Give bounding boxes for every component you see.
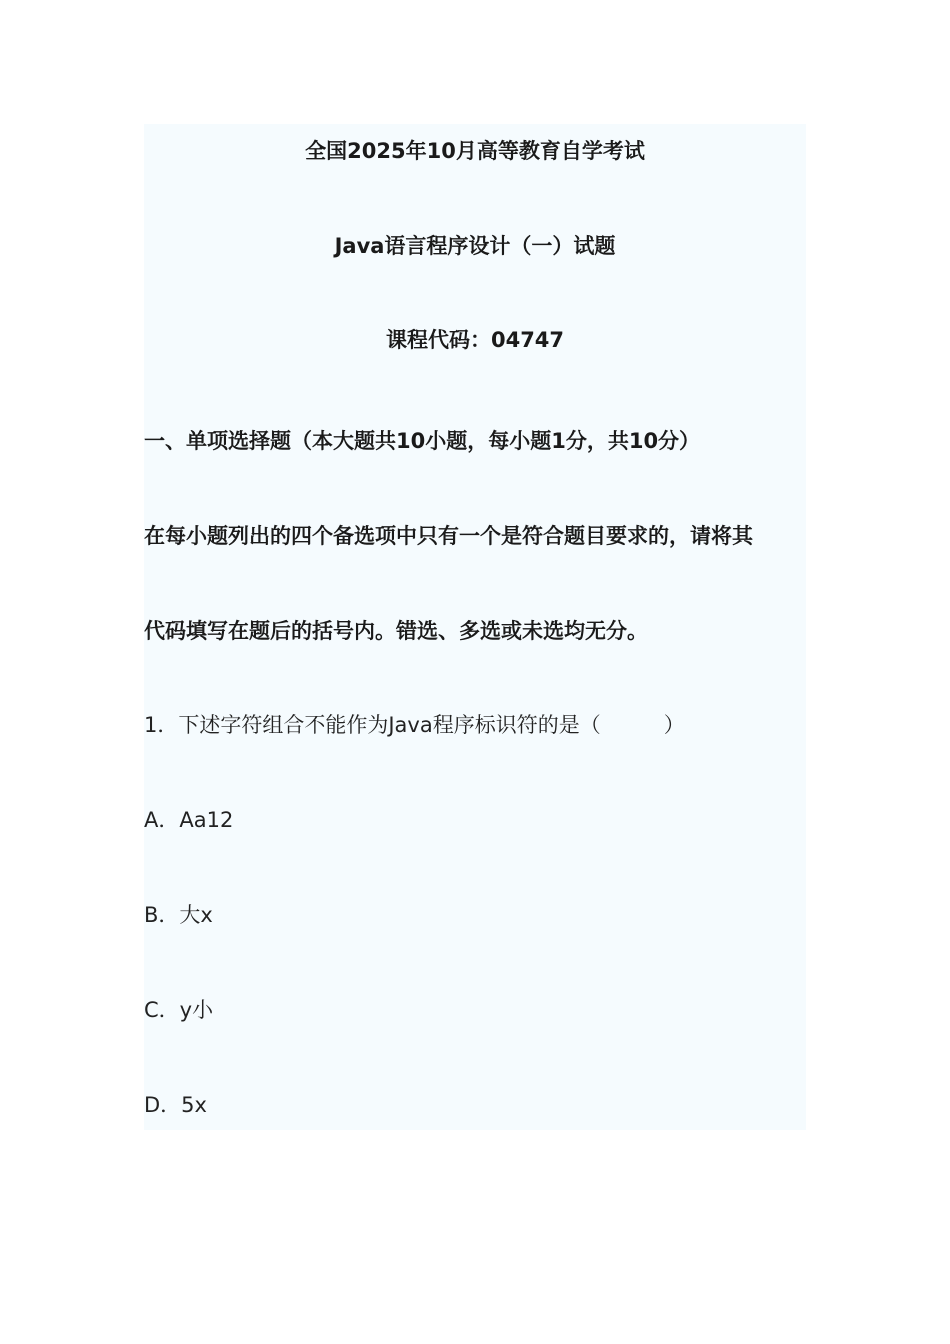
question-1-option-b: B．大x	[144, 903, 213, 927]
section-instruction-line-2: 代码填写在题后的括号内。错选、多选或未选均无分。	[144, 619, 648, 643]
course-code: 课程代码：04747	[385, 328, 565, 352]
question-1-option-a: A．Aa12	[144, 808, 234, 832]
question-1-option-c: C．y小	[144, 998, 214, 1022]
section-heading: 一、单项选择题（本大题共10小题，每小题1分，共10分）	[144, 429, 701, 453]
question-1-stem: 1．下述字符组合不能作为Java程序标识符的是（ ）	[144, 713, 685, 737]
exam-title: 全国2025年10月高等教育自学考试	[305, 139, 645, 163]
exam-content	[144, 124, 806, 1130]
subject-title: Java语言程序设计（一）试题	[334, 234, 616, 258]
section-instruction-line-1: 在每小题列出的四个备选项中只有一个是符合题目要求的，请将其	[144, 524, 753, 548]
question-1-option-d: D．5x	[144, 1093, 207, 1117]
